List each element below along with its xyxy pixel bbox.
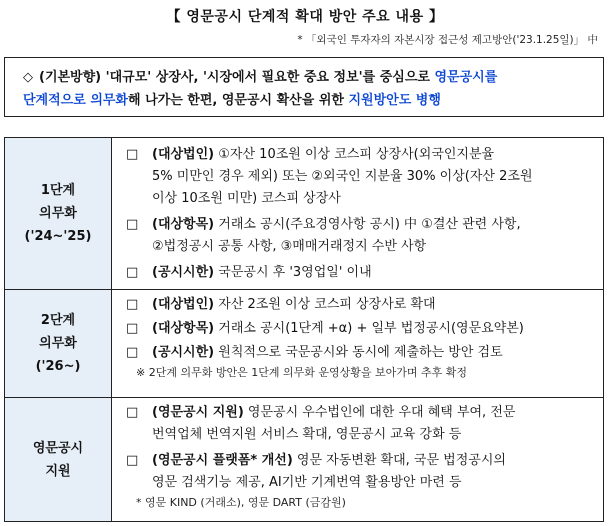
- checkbox-icon: □: [126, 147, 139, 162]
- stage-row: [5, 290, 604, 398]
- stage-row: [5, 398, 604, 522]
- stages-table: [4, 137, 604, 522]
- checkbox-icon: □: [126, 297, 139, 312]
- stage-label: 영문공시 지원: [5, 398, 112, 522]
- checkbox-icon: □: [126, 265, 139, 280]
- diamond-marker: ◇: [23, 70, 33, 85]
- checkbox-icon: □: [126, 217, 139, 232]
- list-item: □ (대상항목) 거래소 공시(주요경영사항 공시) 中 ①결산 관련 사항, ②법정공시 공통 사항, ③매매거래정지 수반 사항: [126, 214, 593, 258]
- stage-content: [112, 290, 604, 398]
- summary-box: [4, 57, 604, 117]
- summary-text-1: (기본방향) '대규모' 상장사, '시장에서 필요한 중요 정보'를 중심으로: [39, 70, 435, 85]
- list-item: □ (대상법인) ①자산 10조원 이상 코스피 상장사(외국인지분율 5% 미만인 경우 제외) 또는 ②외국인 지분율 30% 이상(자산 2조원 이상 10조원 미만) 코스피 상장사: [126, 144, 593, 210]
- stage-content: [112, 138, 604, 290]
- summary-text-2: 해 나가는 한편, 영문공시 확산을 위한: [128, 93, 349, 108]
- list-item: □ (대상항목) 거래소 공시(1단계 +α) + 일부 법정공시(영문요약본): [126, 318, 593, 340]
- stage-label: 2단계 의무화 ('26~): [5, 290, 112, 398]
- checkbox-icon: □: [126, 453, 139, 468]
- summary-highlight-2: 지원방안도 병행: [348, 93, 441, 108]
- checkbox-icon: □: [126, 345, 139, 360]
- list-item: □ (영문공시 지원) 영문공시 우수법인에 대한 우대 혜택 부여, 전문 번역업체 번역지원 서비스 확대, 영문공시 교육 강화 등: [126, 402, 593, 446]
- checkbox-icon: □: [126, 321, 139, 336]
- stage-row: [5, 138, 604, 290]
- stage-content: [112, 398, 604, 522]
- checkbox-icon: □: [126, 405, 139, 420]
- source-note: * 「외국인 투자자의 자본시장 접근성 제고방안('23.1.25일)」 中: [297, 34, 598, 46]
- stage-footnote: * 영문 KIND (거래소), 영문 DART (금감원): [136, 496, 346, 509]
- summary-line-1: [23, 66, 593, 89]
- list-item: □ (대상법인) 자산 2조원 이상 코스피 상장사로 확대: [126, 294, 593, 316]
- list-item: □ (공시시한) 국문공시 후 '3영업일' 이내: [126, 262, 593, 284]
- stage-label: 1단계 의무화 ('24~'25): [5, 138, 112, 290]
- list-item: □ (공시시한) 원칙적으로 국문공시와 동시에 제출하는 방안 검토: [126, 342, 593, 364]
- summary-highlight-1a: 영문공시를: [434, 70, 498, 85]
- summary-highlight-1b: 단계적으로 의무화: [23, 93, 128, 108]
- summary-line-2: [23, 89, 593, 112]
- stage-footnote: ※ 2단계 의무화 방안은 1단계 의무화 운영상황을 보아가며 추후 확정: [136, 366, 467, 379]
- page-title: 【 영문공시 단계적 확대 방안 주요 내용 】: [166, 9, 444, 25]
- list-item: □ (영문공시 플랫폼* 개선) 영문 자동변환 확대, 국문 법정공시의 영문 검색기능 제공, AI기반 기계번역 활용방안 마련 등: [126, 450, 593, 494]
